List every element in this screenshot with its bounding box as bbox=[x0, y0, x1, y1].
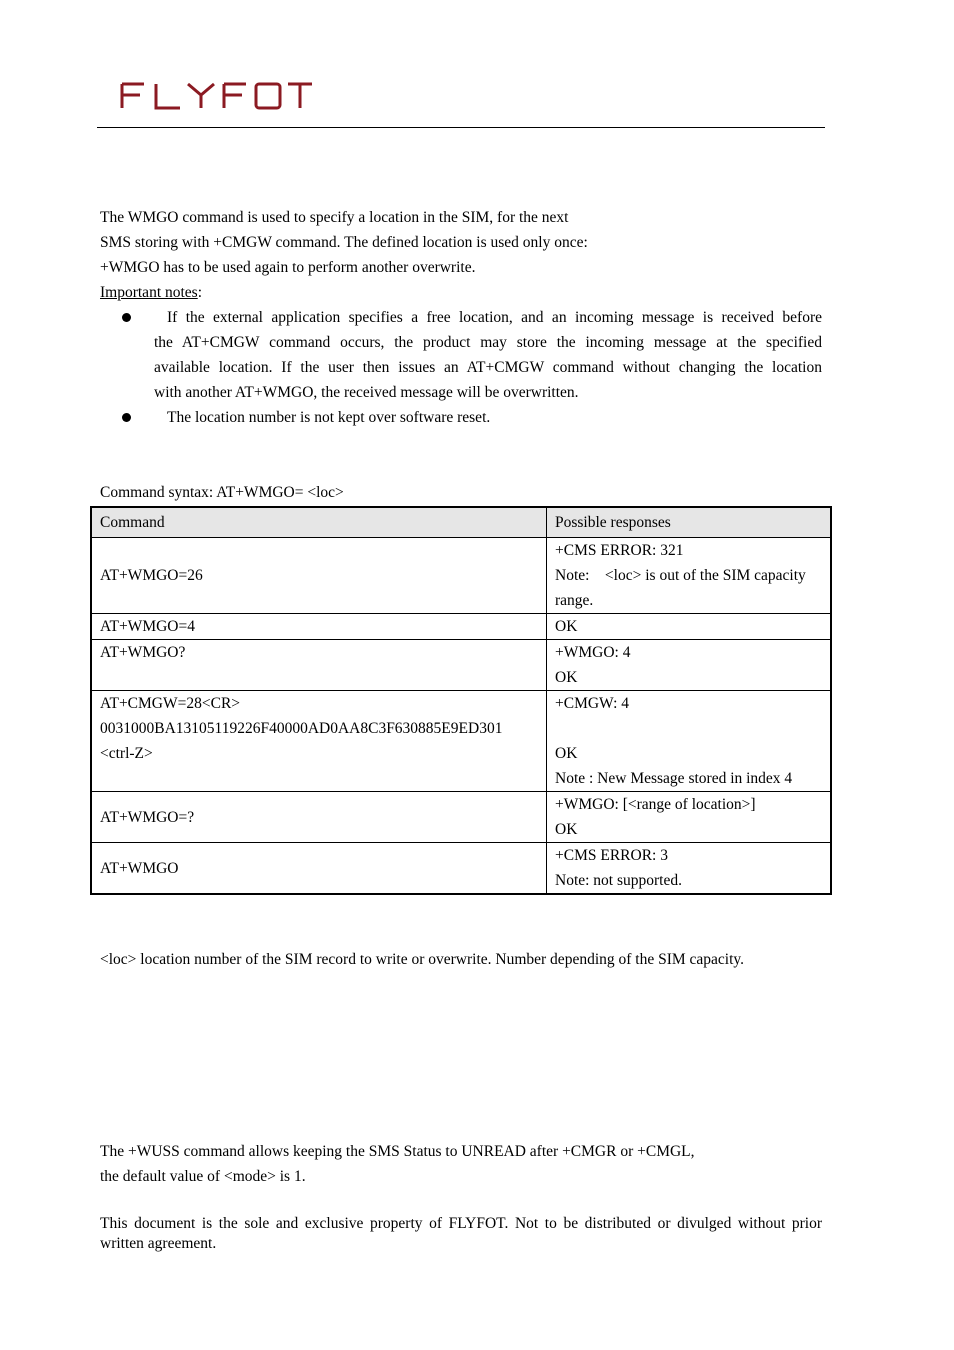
intro-line-2: SMS storing with +CMGW command. The defined location is used only once: bbox=[100, 234, 588, 251]
bullet-2-line-1: The location number is not kept over software reset. bbox=[167, 409, 491, 426]
wuss-line-1: The +WUSS command allows keeping the SMS Status to UNREAD after +CMGR or +CMGL, bbox=[100, 1143, 695, 1160]
table-row bbox=[91, 538, 831, 614]
bullet-1-line-1: If the external application specifies a free location, and an incoming message is received before bbox=[167, 309, 822, 326]
table-row bbox=[91, 843, 831, 895]
response-cell: +CMGW: 4 OK Note : New Message stored in index 4 bbox=[547, 691, 832, 792]
intro-line-1: The WMGO command is used to specify a location in the SIM, for the next bbox=[100, 209, 569, 226]
response-cell: +CMS ERROR: 321 Note: <loc> is out of the SIM capacity range. bbox=[547, 538, 832, 614]
header-responses: Possible responses bbox=[547, 507, 832, 538]
table-row bbox=[91, 691, 831, 792]
table-row bbox=[91, 640, 831, 691]
response-cell: +WMGO: 4 OK bbox=[547, 640, 832, 691]
command-cell: AT+WMGO=? bbox=[91, 792, 547, 843]
bullet-icon bbox=[122, 313, 131, 322]
loc-parameter-description: <loc> location number of the SIM record to write or overwrite. Number depending of the SIM capacity. bbox=[100, 951, 745, 968]
footer-notice: This document is the sole and exclusive property of FLYFOT. Not to be distributed or divulged without prior written agreement. bbox=[100, 1215, 822, 1252]
important-notes-heading bbox=[100, 280, 202, 305]
response-cell: +CMS ERROR: 3 Note: not supported. bbox=[547, 843, 832, 895]
header-rule bbox=[97, 127, 825, 128]
flyfot-logo bbox=[118, 80, 314, 112]
response-cell: +WMGO: [<range of location>] OK bbox=[547, 792, 832, 843]
command-table bbox=[90, 506, 832, 895]
table-row bbox=[91, 792, 831, 843]
table-row bbox=[91, 614, 831, 640]
bullet-1-line-3: available location. If the user then issues an AT+CMGW command without changing the location bbox=[154, 359, 822, 376]
table-header-row bbox=[91, 507, 831, 538]
wuss-line-2: the default value of <mode> is 1. bbox=[100, 1168, 306, 1185]
command-cell: AT+WMGO=4 bbox=[91, 614, 547, 640]
response-cell: OK bbox=[547, 614, 832, 640]
bullet-1-line-4: with another AT+WMGO, the received message will be overwritten. bbox=[154, 384, 579, 401]
command-cell: AT+CMGW=28<CR> 0031000BA13105119226F40000AD0AA8C3F630885E9ED301 <ctrl-Z> bbox=[91, 691, 547, 792]
command-cell: AT+WMGO? bbox=[91, 640, 547, 691]
important-notes-colon: : bbox=[197, 284, 203, 301]
intro-line-3: +WMGO has to be used again to perform another overwrite. bbox=[100, 259, 476, 276]
command-cell: AT+WMGO bbox=[91, 843, 547, 895]
important-notes-label: Important notes bbox=[100, 284, 198, 301]
bullet-1-line-2: the AT+CMGW command occurs, the product may store the incoming message at the specified bbox=[154, 334, 822, 351]
bullet-icon bbox=[122, 413, 131, 422]
header-command: Command bbox=[91, 507, 547, 538]
command-cell: AT+WMGO=26 bbox=[91, 538, 547, 614]
command-syntax: Command syntax: AT+WMGO= <loc> bbox=[100, 484, 344, 501]
logo-wordmark bbox=[118, 80, 314, 112]
